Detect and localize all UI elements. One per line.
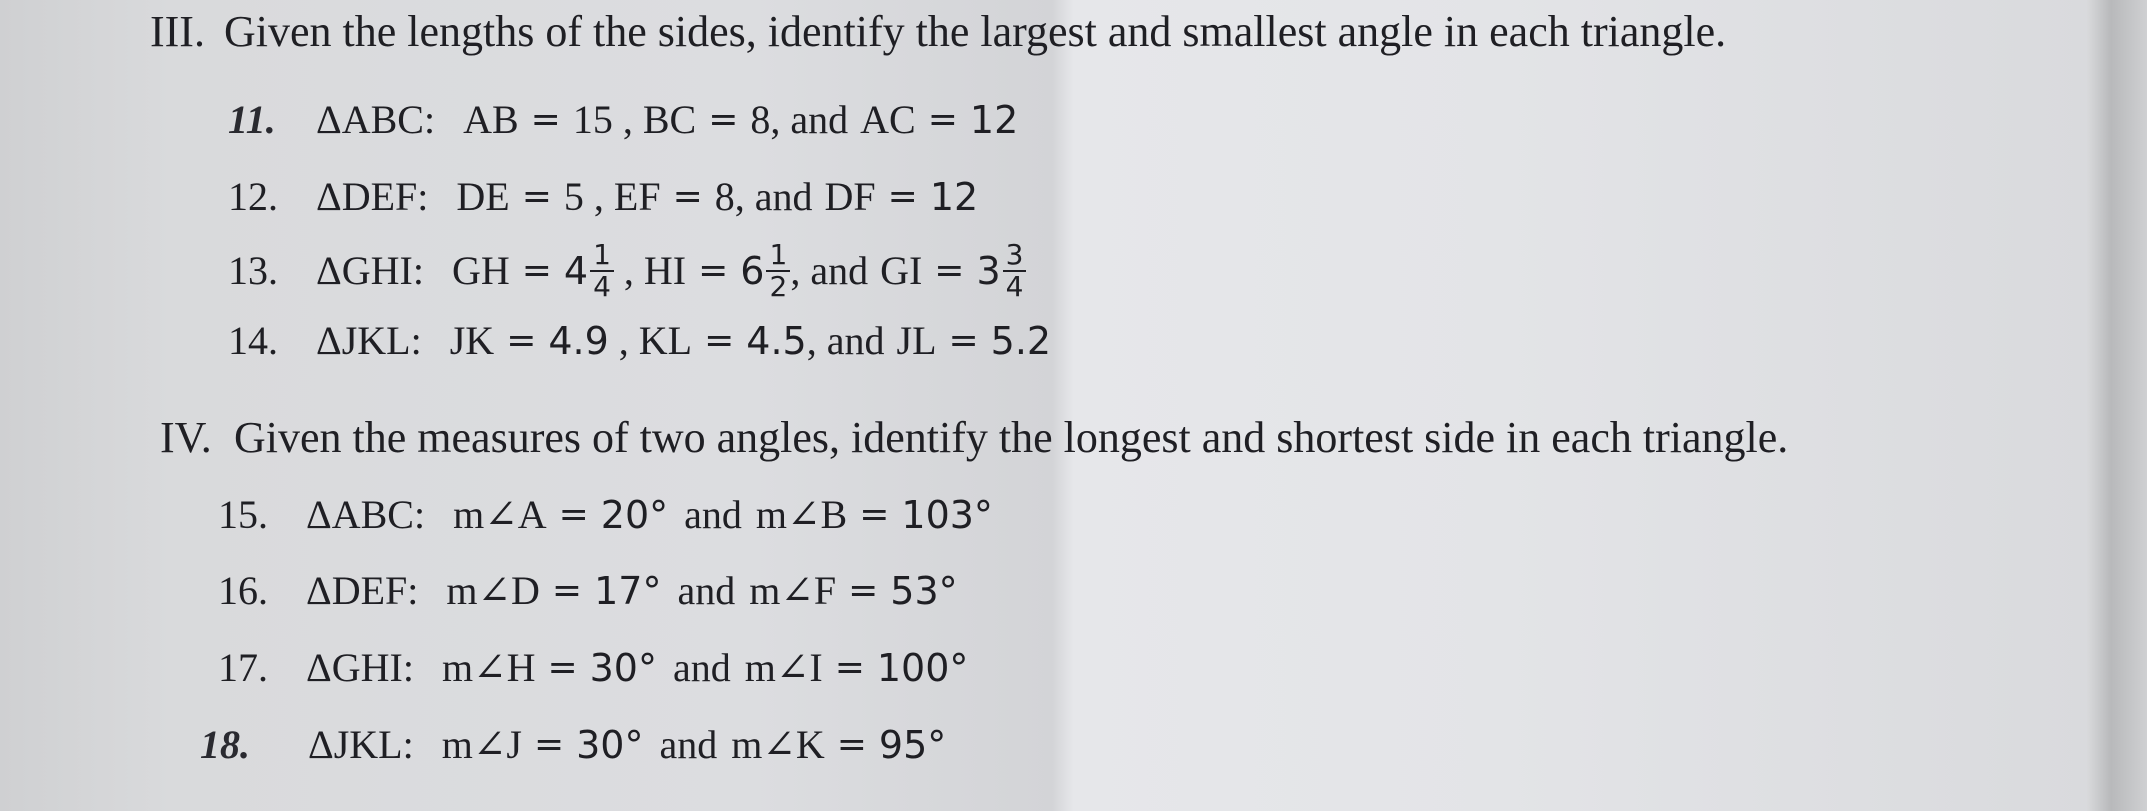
angle-value: 30°: [589, 646, 657, 690]
problem-number: 16.: [218, 568, 268, 613]
section-numeral: III.: [150, 7, 205, 56]
angle-value: 53°: [890, 569, 958, 613]
angle-value: 100°: [876, 646, 969, 690]
fraction-denominator: 4: [593, 270, 611, 303]
equals-sign: =: [530, 99, 561, 140]
conjunction: , and: [806, 318, 885, 363]
comma: ,: [618, 318, 629, 363]
conjunction: and: [684, 492, 742, 537]
angle-label: m∠A: [453, 492, 547, 537]
section-instruction: Given the lengths of the sides, identify the largest and smallest angle in each triangle.: [224, 7, 1727, 56]
angle-label: m∠H: [441, 645, 536, 690]
equals-sign: =: [547, 647, 578, 688]
problem-11: [228, 95, 1018, 145]
equals-sign: =: [506, 320, 537, 361]
problem-number: 14.: [228, 318, 278, 363]
side-value: 8: [714, 174, 735, 219]
side-label: AB: [463, 97, 519, 142]
angle-value: 30°: [576, 723, 644, 767]
side-label: BC: [642, 97, 697, 142]
triangle-name: ΔGHI:: [306, 645, 414, 690]
equals-sign: =: [558, 494, 589, 535]
conjunction: , and: [790, 248, 869, 293]
conjunction: and: [672, 645, 731, 690]
side-label: HI: [643, 248, 687, 293]
side-label: GH: [451, 248, 510, 293]
equals-sign: =: [836, 724, 867, 765]
equals-sign: =: [708, 99, 739, 140]
equals-sign: =: [859, 494, 890, 535]
fraction-numerator: 1: [766, 240, 790, 272]
equals-sign: =: [948, 320, 979, 361]
section-numeral: IV.: [160, 413, 212, 462]
side-value: 4.5: [746, 319, 807, 363]
triangle-name: ΔABC:: [316, 97, 436, 142]
comma: ,: [623, 248, 634, 293]
fraction-numerator: 1: [590, 240, 614, 272]
triangle-name: ΔDEF:: [316, 174, 429, 219]
conjunction: , and: [770, 97, 849, 142]
section-iv-heading: [160, 412, 1788, 464]
conjunction: , and: [734, 174, 813, 219]
equals-sign: =: [521, 176, 552, 217]
problem-12: [228, 172, 978, 222]
comma: ,: [622, 97, 633, 142]
side-value: 12: [929, 175, 979, 219]
triangle-name: ΔDEF:: [306, 568, 419, 613]
mixed-whole: 3: [976, 249, 1001, 293]
side-value: 5: [563, 174, 584, 219]
side-label: JK: [449, 318, 495, 363]
triangle-name: ΔABC:: [306, 492, 426, 537]
problem-number: 17.: [218, 645, 268, 690]
equals-sign: =: [834, 647, 865, 688]
side-label: GI: [880, 248, 923, 293]
equals-sign: =: [704, 320, 735, 361]
side-label: AC: [860, 97, 916, 142]
angle-value: 17°: [594, 569, 662, 613]
problem-13: [228, 240, 1026, 302]
side-label: DF: [824, 174, 876, 219]
side-label: EF: [613, 174, 661, 219]
fraction-denominator: 4: [1005, 270, 1024, 303]
equals-sign: =: [672, 176, 703, 217]
angle-label: m∠I: [744, 645, 823, 690]
side-value: 15: [572, 97, 613, 142]
page-edge: [2087, 0, 2147, 811]
side-label: DE: [456, 174, 510, 219]
section-iii-heading: [150, 6, 1726, 58]
angle-label: m∠J: [441, 722, 522, 767]
problem-number: 12.: [228, 174, 278, 219]
triangle-name: ΔJKL:: [308, 722, 414, 767]
angle-label: m∠B: [755, 492, 848, 537]
equals-sign: =: [521, 250, 552, 291]
mixed-whole: 6: [740, 249, 765, 293]
fraction: [590, 240, 614, 302]
side-label: KL: [638, 318, 693, 363]
problem-18: [200, 720, 946, 770]
side-value: 4.9: [548, 319, 609, 363]
side-label: JL: [896, 318, 937, 363]
equals-sign: =: [934, 250, 965, 291]
side-value: 5.2: [990, 319, 1052, 363]
equals-sign: =: [551, 570, 583, 611]
angle-value: 20°: [600, 493, 669, 537]
equals-sign: =: [927, 99, 958, 140]
problem-number: 13.: [228, 248, 278, 293]
fraction: [1003, 240, 1027, 302]
problem-17: [218, 643, 968, 693]
angle-label: m∠K: [731, 722, 825, 767]
angle-value: 103°: [901, 493, 993, 537]
problem-16: [218, 566, 958, 616]
triangle-name: ΔJKL:: [316, 318, 422, 363]
angle-label: m∠D: [446, 568, 540, 613]
equals-sign: =: [533, 724, 565, 765]
side-value: 8: [750, 97, 771, 142]
problem-number: 11.: [228, 97, 276, 142]
mixed-whole: 4: [563, 249, 589, 293]
equals-sign: =: [848, 570, 879, 611]
fraction: [766, 240, 790, 302]
triangle-name: ΔGHI:: [316, 248, 424, 293]
angle-label: m∠F: [749, 568, 837, 613]
equals-sign: =: [887, 176, 918, 217]
problem-14: [228, 316, 1051, 366]
angle-value: 95°: [878, 723, 947, 767]
fraction-denominator: 2: [769, 270, 788, 303]
fraction-numerator: 3: [1003, 240, 1027, 272]
conjunction: and: [677, 568, 736, 613]
comma: ,: [593, 174, 604, 219]
equals-sign: =: [698, 250, 729, 291]
problem-number: 18.: [200, 722, 250, 767]
problem-15: [218, 490, 993, 540]
section-instruction: Given the measures of two angles, identify the longest and shortest side in each triangle.: [234, 413, 1789, 462]
side-value: 12: [969, 98, 1019, 142]
problem-number: 15.: [218, 492, 268, 537]
conjunction: and: [659, 722, 718, 767]
